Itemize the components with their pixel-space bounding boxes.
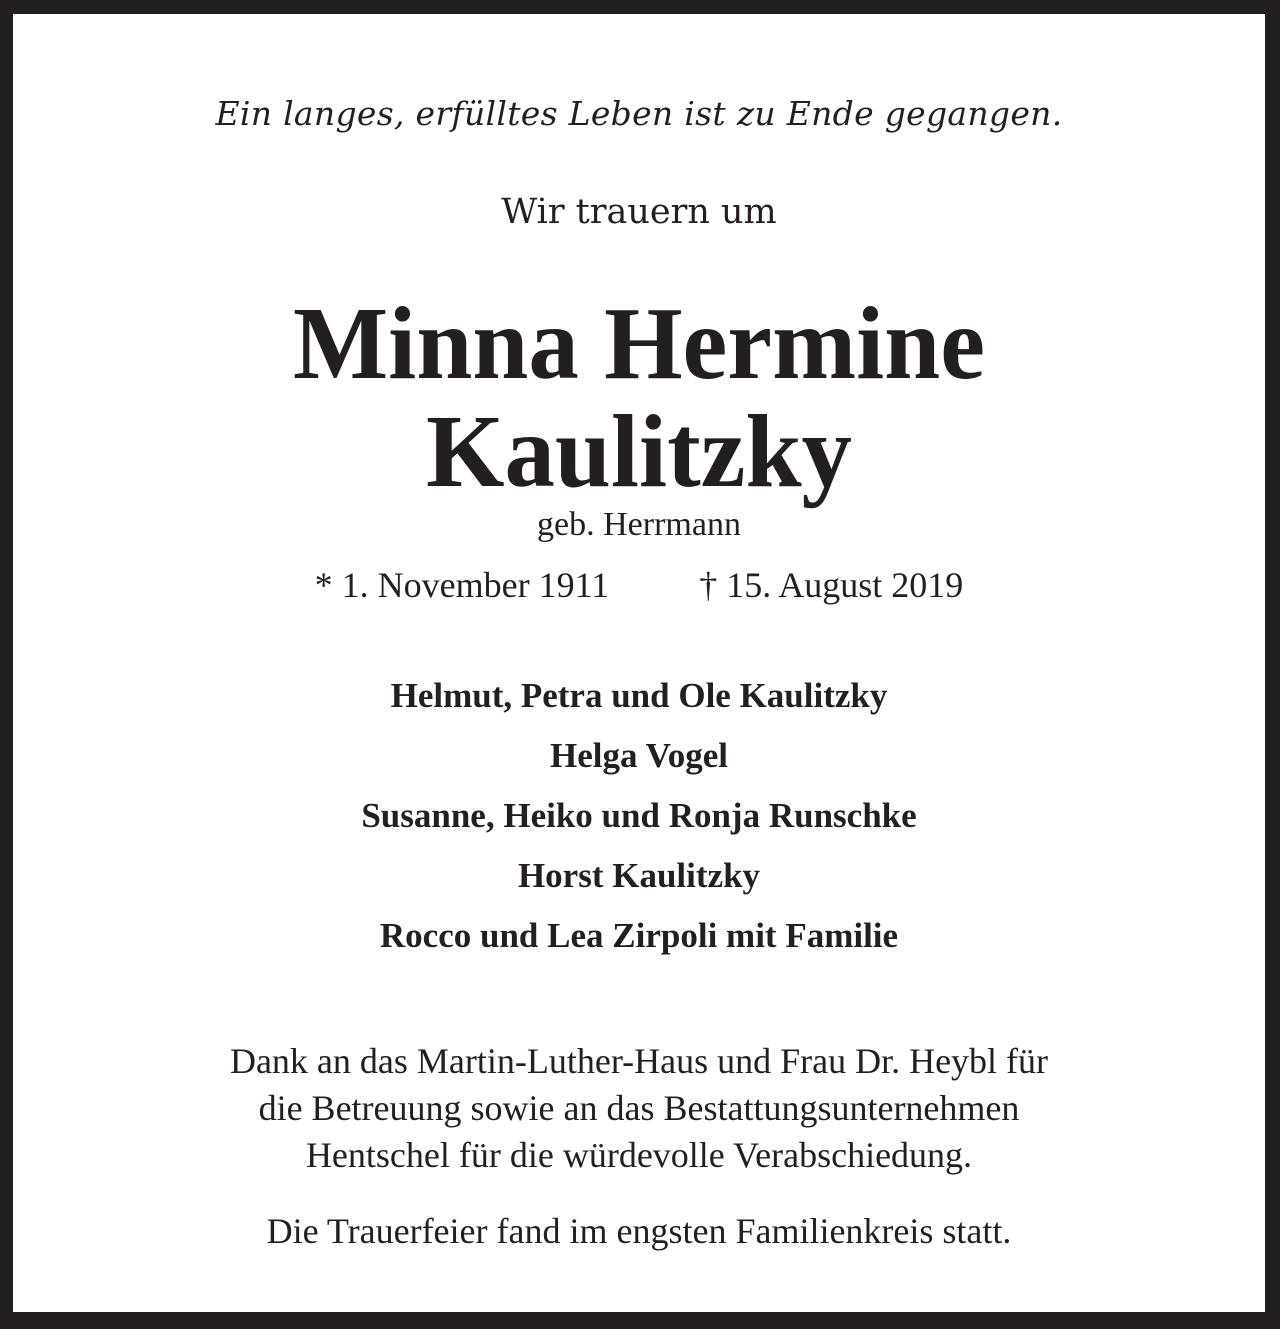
deceased-name-line1: Minna Hermine (292, 286, 986, 401)
mourners-list (13, 674, 1265, 974)
deceased-name-line2: Kaulitzky (426, 394, 852, 509)
life-dates (13, 564, 1265, 606)
thanks-line: die Betreuung sowie an das Bestattungsunternehmen (258, 1088, 1020, 1128)
mourner-entry: Helmut, Petra und Ole Kaulitzky (390, 676, 888, 715)
obituary-notice (13, 14, 1265, 1312)
closing-text: Die Trauerfeier fand im engsten Familienkreis statt. (266, 1211, 1012, 1251)
mourner-entry: Rocco und Lea Zirpoli mit Familie (379, 916, 899, 955)
mourner-entry: Horst Kaulitzky (517, 856, 761, 895)
death-date: † 15. August 2019 (699, 565, 964, 605)
mourner-entry: Susanne, Heiko und Ronja Runschke (361, 796, 917, 835)
birth-name: geb. Herrmann (537, 506, 741, 543)
mourner-entry: Helga Vogel (550, 736, 728, 775)
thanks-line: Dank an das Martin-Luther-Haus und Frau Dr. Heybl für (229, 1041, 1049, 1081)
thanks-paragraph (13, 1038, 1265, 1179)
intro-text: Ein langes, erfülltes Leben ist zu Ende gegangen. (215, 94, 1063, 133)
mourning-line: Wir trauern um (501, 192, 777, 232)
birth-date: * 1. November 1911 (314, 565, 610, 605)
thanks-line: Hentschel für die würdevolle Verabschiedung. (305, 1135, 973, 1175)
